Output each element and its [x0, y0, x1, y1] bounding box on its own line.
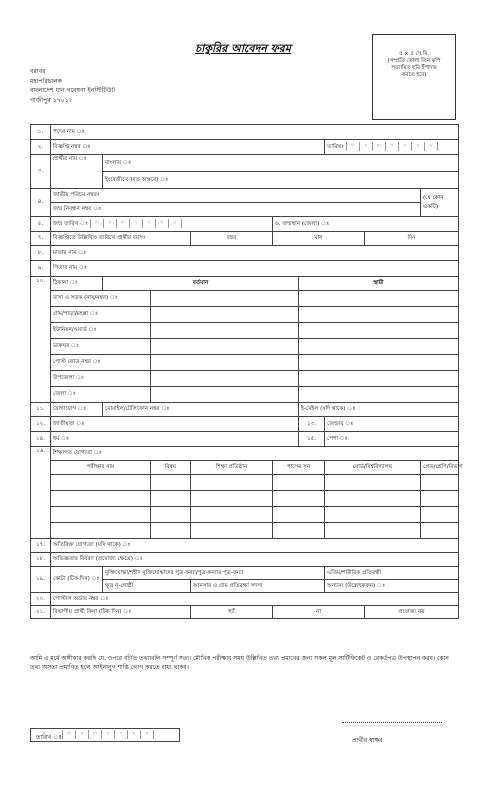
option-label: ক্ষুদ্র নৃ-গোষ্ঠী	[105, 582, 134, 589]
education-row	[31, 507, 459, 523]
row-departmental	[31, 606, 459, 619]
date-box: র	[140, 730, 154, 739]
row-age	[31, 232, 459, 246]
permanent-address-header: স্থায়ী	[299, 277, 459, 291]
edu-cell[interactable]	[51, 523, 151, 539]
row-religion	[31, 432, 459, 447]
date-box: মা	[88, 730, 101, 739]
edu-cell[interactable]	[151, 523, 191, 539]
field-label: শিক্ষাগত যোগ্যতা ঃ	[51, 447, 459, 461]
date-box: দি	[62, 730, 75, 739]
occupation-field[interactable]	[325, 432, 459, 447]
edu-cell[interactable]	[191, 507, 273, 523]
edu-cell[interactable]	[421, 523, 459, 539]
field-label: অতিরিক্ত যোগ্যতা (যদি থাকে) ঃ	[53, 542, 131, 548]
address-row	[31, 339, 459, 355]
field-label: দিন	[407, 235, 416, 241]
date-box: মা	[116, 219, 129, 228]
row-number: ১৪.	[31, 432, 51, 447]
address-row	[31, 371, 459, 387]
address-row	[31, 291, 459, 307]
option-label: মুক্তিযোদ্ধা/শহীদ মুক্তিযোদ্ধাদের পুত্র-কন্যা/পুত্র-কন্যার পুত্র-কন্যা	[105, 569, 244, 576]
present-address-header: বর্তমান	[103, 277, 299, 291]
column-header: বোর্ড/বিশ্ববিদ্যালয়	[325, 461, 421, 475]
edu-cell[interactable]	[151, 491, 191, 507]
education-row	[31, 491, 459, 507]
edu-cell[interactable]	[325, 491, 421, 507]
either-one-note: (যে কোন একটি)	[421, 189, 459, 217]
row-address-header	[31, 277, 459, 291]
row-dob	[31, 217, 459, 232]
footer-date-boxes	[62, 730, 154, 739]
permanent-address-field[interactable]	[299, 307, 459, 323]
form-title: চাকুরির আবেদন ফরম	[195, 42, 291, 55]
date-box: ছ	[411, 142, 424, 151]
row-mother-name	[31, 246, 459, 261]
address-line: বাংলাদেশ ধান গবেষণা ইনস্টিটিউট	[30, 87, 116, 94]
experience-field[interactable]	[51, 553, 459, 567]
edu-cell[interactable]	[325, 523, 421, 539]
quota-other-option[interactable]	[325, 580, 459, 593]
row-experience	[31, 553, 459, 567]
present-address-field[interactable]	[151, 291, 299, 307]
row-number: ২.	[31, 140, 51, 155]
date-box: ছ	[127, 730, 140, 739]
date-label: তারিখ ঃ	[36, 734, 62, 741]
row-nid	[31, 189, 459, 203]
edu-cell[interactable]	[325, 475, 421, 491]
field-label: উপজেলা ঃ	[51, 371, 151, 387]
field-label: মাস	[314, 235, 323, 241]
age-years-field[interactable]	[191, 232, 273, 246]
permanent-address-field[interactable]	[299, 387, 459, 403]
signature-line[interactable]	[342, 722, 442, 723]
row-post-name	[31, 125, 459, 140]
field-label: যোগাযোগ ঃ	[51, 403, 103, 417]
field-label: জেন্ডার ঃ	[327, 420, 354, 427]
field-label: বিভাগীয় প্রার্থী কিনা (টিক দিন) ঃ	[51, 606, 191, 619]
option-label: অন্যান্য (উল্লেখকরুন) ঃ	[327, 582, 386, 589]
quota-ansar-option[interactable]	[191, 580, 325, 593]
education-row	[31, 523, 459, 539]
circular-date-field[interactable]	[325, 140, 459, 155]
quota-orphan-disabled-option[interactable]	[325, 567, 459, 580]
row-postal-order	[31, 593, 459, 606]
date-box: দি	[90, 219, 103, 228]
field-label: মোবাইল/টেলিফোন নম্বর ঃ	[105, 406, 170, 412]
field-label: পদের নাম ঃ	[53, 128, 85, 135]
field-label: জন্ম তারিখ ঃ	[53, 221, 88, 227]
date-box: ন	[75, 730, 88, 739]
edu-cell[interactable]	[325, 507, 421, 523]
present-address-field[interactable]	[151, 355, 299, 371]
dob-boxes	[90, 219, 182, 228]
field-label: মাতার নাম ঃ	[53, 249, 87, 256]
edu-cell[interactable]	[273, 507, 325, 523]
address-row	[31, 387, 459, 403]
departmental-yes-option[interactable]	[191, 606, 273, 619]
birth-reg-field[interactable]	[51, 203, 421, 217]
edu-cell[interactable]	[51, 507, 151, 523]
field-label: ইউনিয়ন/ওয়ার্ড ঃ	[51, 323, 151, 339]
field-label: বছর	[226, 235, 237, 241]
photo-note-2: সত্যায়িত ছবি ইঁপাদার	[391, 65, 437, 71]
circular-number-field[interactable]	[51, 140, 325, 155]
date-box: ব	[142, 219, 155, 228]
declaration-text: আমি এ মর্মে অঙ্গীকার করছি যে, ওপরে বর্ণিত তথ্যাবলি সম্পূর্ণ সত্য। মৌখিক পরীক্ষার সময় উল্লিখিত তথ্য প্রমাণের জন্য সকল মূল সার্টিফিকেট ও রেকর্ডপত্র উপস্থাপন করব। কোন তথ্য অসত্য প্রমাণিত হলে আইনানুগ শাস্তি ভোগ করতে বাধ্য থাকব।	[30, 655, 449, 671]
row-number: ১.	[31, 125, 51, 140]
postal-order-field[interactable]	[51, 593, 459, 606]
row-number: ১০.	[31, 277, 51, 403]
field-label: ডাকঘর ঃ	[51, 339, 151, 355]
option-label: না	[316, 608, 321, 615]
dob-field[interactable]	[51, 217, 273, 232]
permanent-address-field[interactable]	[299, 339, 459, 355]
date-box: স	[101, 730, 114, 739]
option-label: প্রযোজ্য নয়	[398, 608, 425, 615]
field-label: ই-মেইল (যদি থাকে) ঃ	[301, 406, 356, 412]
field-label: কোটা (টিক দিন) ঃ	[51, 567, 103, 593]
edu-cell[interactable]	[51, 475, 151, 491]
present-address-field[interactable]	[151, 307, 299, 323]
name-bangla-field[interactable]	[103, 155, 459, 172]
departmental-no-option[interactable]	[273, 606, 365, 619]
field-label: পেশা ঃ	[327, 435, 348, 442]
date-box: স	[129, 219, 142, 228]
row-number: ১৭.	[31, 539, 51, 553]
edu-cell[interactable]	[191, 475, 273, 491]
field-label: ধর্ম ঃ	[53, 435, 70, 442]
row-number: ২১.	[31, 606, 51, 619]
date-box: স	[385, 142, 398, 151]
field-label: অভিজ্ঞতার বিবরণ (প্রযোজ্য ক্ষেত্রে) ঃ	[53, 556, 143, 562]
education-row	[31, 475, 459, 491]
present-address-field[interactable]	[151, 371, 299, 387]
name-english-field[interactable]	[103, 172, 459, 189]
date-box: ব	[114, 730, 127, 739]
edu-cell[interactable]	[421, 475, 459, 491]
present-address-field[interactable]	[151, 339, 299, 355]
row-number: ৪.	[31, 189, 51, 217]
row-number: ৮.	[31, 246, 51, 261]
column-header: পরীক্ষার নাম	[51, 461, 151, 475]
field-label: ইংরেজীতে (বড় অক্ষরে) ঃ	[105, 176, 169, 183]
edu-cell[interactable]	[151, 507, 191, 523]
permanent-address-field[interactable]	[299, 323, 459, 339]
age-days-field[interactable]	[365, 232, 459, 246]
field-label: জাতীয়তা ঃ	[53, 420, 85, 427]
row-number: ১৩.	[299, 417, 325, 432]
address-line: মহাপরিচালক	[30, 77, 62, 85]
option-label: আনসার ও গ্রাম প্রতিরক্ষা সদস্য	[193, 582, 263, 589]
field-label: প্রার্থীর নাম ঃ	[51, 155, 103, 189]
address-line: গাজীপুর ১৭০১।	[30, 96, 72, 104]
row-number: ৭.	[31, 232, 51, 246]
edu-cell[interactable]	[421, 491, 459, 507]
row-number: ১৯.	[31, 567, 51, 593]
column-header: পাসের সন	[273, 461, 325, 475]
date-box: ন	[103, 219, 116, 228]
row-quota-1	[31, 567, 459, 580]
nid-field[interactable]	[51, 189, 421, 203]
field-label: পোস্ট কোড নম্বর ঃ	[51, 355, 151, 371]
row-nationality	[31, 417, 459, 432]
edu-cell[interactable]	[273, 523, 325, 539]
nationality-field[interactable]	[51, 417, 299, 432]
row-number: ১১.	[31, 403, 51, 417]
edu-cell[interactable]	[191, 491, 273, 507]
birthplace-field[interactable]	[273, 217, 459, 232]
field-label: জাতীয় পরিচয় নম্বরঃ	[53, 192, 100, 198]
row-number: ৫.	[31, 217, 51, 232]
extra-qualification-field[interactable]	[51, 539, 459, 553]
quota-ethnic-option[interactable]	[103, 580, 191, 593]
field-label: পোস্টাল অর্ডার নম্বর ঃ	[53, 595, 109, 602]
date-box: দি	[346, 142, 359, 151]
permanent-address-field[interactable]	[299, 371, 459, 387]
row-birth-reg	[31, 203, 459, 217]
field-label: গ্রাম/পাড়া/মহল্লা ঃ	[51, 307, 151, 323]
education-header-row	[31, 461, 459, 475]
post-name-field[interactable]	[51, 125, 459, 140]
field-label: পিতার নাম ঃ	[53, 265, 87, 271]
phone-field[interactable]	[103, 403, 299, 417]
father-name-field[interactable]	[51, 261, 459, 277]
edu-cell[interactable]	[273, 491, 325, 507]
option-label: এতিম/শারীরিক প্রতিবন্ধী	[327, 569, 382, 576]
row-number: ৩.	[31, 155, 51, 189]
present-address-field[interactable]	[151, 323, 299, 339]
field-label: তারিখঃ	[327, 144, 345, 150]
row-number: ১৬.	[31, 447, 51, 539]
signature-label: প্রার্থীর স্বাক্ষর	[352, 737, 383, 744]
column-header: গ্রেড/শ্রেণি/বিভাগ	[421, 461, 459, 475]
row-contact	[31, 403, 459, 417]
row-number: ১৮.	[31, 553, 51, 567]
column-header: শিক্ষা প্রতিষ্ঠান	[191, 461, 273, 475]
photo-note-3: করতে হবে)	[401, 72, 427, 78]
address-row	[31, 323, 459, 339]
option-label: হ্যাঁ	[228, 608, 235, 615]
row-applicant-name-bn	[31, 155, 459, 172]
row-father-name	[31, 261, 459, 277]
date-box: র	[168, 219, 182, 228]
permanent-address-field[interactable]	[299, 291, 459, 307]
quota-freedom-fighter-option[interactable]	[103, 567, 325, 580]
address-row	[31, 307, 459, 323]
age-months-field[interactable]	[273, 232, 365, 246]
field-label: ৬. জন্মস্থান (জেলা) ঃ	[275, 220, 330, 227]
row-extra-qualification	[31, 539, 459, 553]
row-number: ৯.	[31, 261, 51, 277]
mother-name-field[interactable]	[51, 246, 459, 261]
email-field[interactable]	[299, 403, 459, 417]
edu-cell[interactable]	[273, 475, 325, 491]
date-box: র	[424, 142, 438, 151]
row-number: ২০.	[31, 593, 51, 606]
field-label: জন্ম নিবন্ধন নম্বর ঃ	[53, 206, 102, 212]
field-label: বিজ্ঞপ্তি নম্বর ঃ	[53, 143, 91, 150]
photo-box	[372, 34, 456, 120]
row-education-title	[31, 447, 459, 461]
field-label: ঠিকানা ঃ	[51, 277, 103, 291]
permanent-address-field[interactable]	[299, 355, 459, 371]
edu-cell[interactable]	[151, 475, 191, 491]
edu-cell[interactable]	[51, 491, 151, 507]
row-number: ১২.	[31, 417, 51, 432]
religion-field[interactable]	[51, 432, 299, 447]
field-label: বাসা ও সড়ক (নাম/নম্বর) ঃ	[51, 291, 151, 307]
date-box: ছ	[155, 219, 168, 228]
date-boxes	[346, 142, 438, 151]
photo-note-1: (সম্প্রতি তোলা তিন কপি	[387, 58, 441, 64]
edu-cell[interactable]	[421, 507, 459, 523]
address-row	[31, 355, 459, 371]
date-box: মা	[372, 142, 385, 151]
departmental-na-option[interactable]	[365, 606, 459, 619]
field-label: বিজ্ঞপ্তিতে উল্লিখিত তারিখে প্রার্থীর বয়সঃ	[51, 232, 191, 246]
present-address-field[interactable]	[151, 387, 299, 403]
row-circular	[31, 140, 459, 155]
date-box: ব	[398, 142, 411, 151]
field-label: জেলা ঃ	[51, 387, 151, 403]
application-form-table	[30, 124, 463, 619]
address-line: বরাবর	[30, 68, 46, 75]
recipient-address	[30, 67, 115, 105]
edu-cell[interactable]	[191, 523, 273, 539]
column-header: বিষয়	[151, 461, 191, 475]
photo-size: ৫ × ৫ সে.মি.	[399, 51, 429, 57]
gender-field[interactable]	[325, 417, 459, 432]
row-number: ১৫.	[299, 432, 325, 447]
field-label: বাংলায় ঃ	[105, 159, 131, 166]
date-box: ন	[359, 142, 372, 151]
